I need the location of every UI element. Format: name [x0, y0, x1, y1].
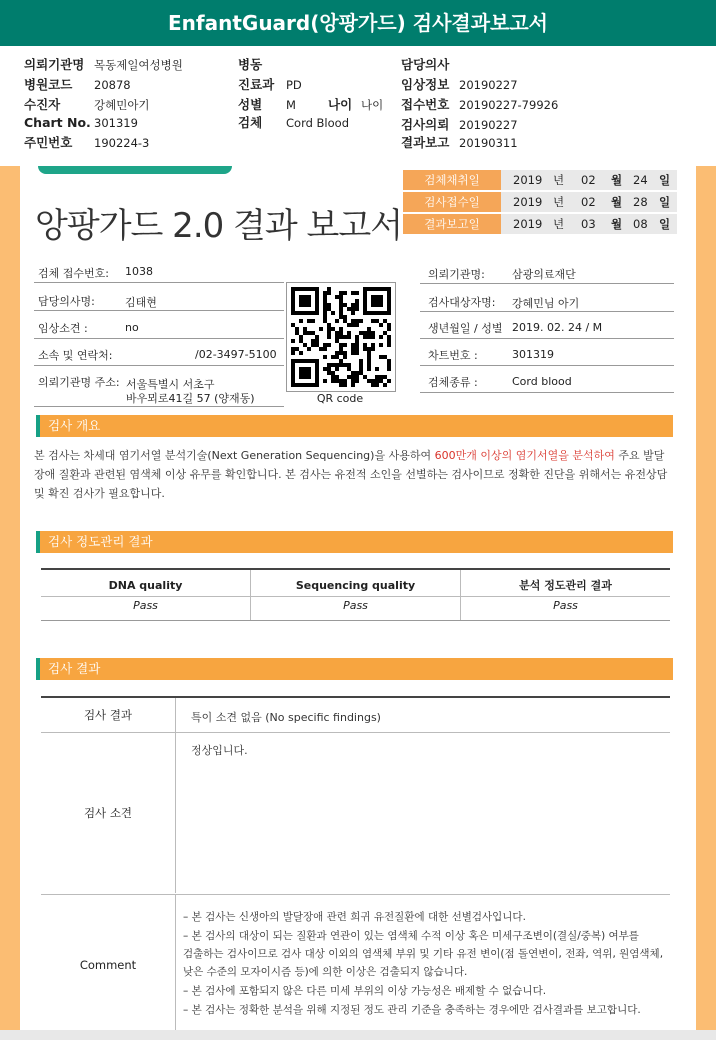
finding-value: 정상입니다.	[191, 744, 248, 757]
comment-line: – 본 검사에 포함되지 않은 다른 미세 부위의 이상 가능성은 배제할 수 없습니다.	[183, 985, 547, 997]
doctor-label: 담당의사명:	[38, 295, 95, 308]
qc-table	[41, 568, 670, 621]
report-image	[0, 166, 716, 1030]
result-value: 특이 소견 없음 (No specific findings)	[191, 711, 381, 724]
result-label: 검사 결과	[41, 698, 176, 732]
contact-label: 소속 및 연락처:	[38, 349, 113, 362]
chart-value: 301319	[512, 348, 554, 361]
clinical-label: 임상소견 :	[38, 322, 88, 335]
address-line2: 바우뫼로41길 57 (양재동)	[126, 392, 255, 405]
birth-value: 2019. 02. 24 / M	[512, 321, 603, 334]
report-title: 앙팡가드 2.0 결과 보고서	[35, 206, 403, 246]
qc-analysis: 분석 정도관리 결과 Pass	[461, 570, 670, 620]
chart-label: 차트번호 :	[428, 349, 478, 362]
comment-line: – 본 검사는 신생아의 발달장애 관련 희귀 유전질환에 대한 선별검사입니다.	[183, 911, 526, 923]
header-clinical-info: 임상정보 20190227	[401, 77, 518, 92]
specimen-no-label: 검체 접수번호:	[38, 267, 109, 280]
comment-line: – 본 검사의 대상이 되는 질환과 연관이 있는 염색체 수적 이상 혹은 미세구조변이(결실/중복) 여부를	[183, 930, 639, 942]
specimen-no: 1038	[125, 265, 153, 278]
document-title: EnfantGuard(앙팡가드) 검사결과보고서	[0, 0, 716, 46]
birth-label: 생년월일 / 성별	[428, 322, 503, 335]
header-doctor: 담당의사	[401, 57, 450, 72]
header-specimen: 검체 Cord Blood	[238, 115, 350, 130]
qc-sequencing: Sequencing quality Pass	[251, 570, 461, 620]
header-hospital-code: 병원코드 20878	[24, 77, 131, 92]
section-results: 검사 결과	[36, 658, 673, 680]
specimen-type-value: Cord blood	[512, 375, 572, 388]
header-patient: 수진자 강혜민아기	[24, 97, 150, 112]
institution-label: 의뢰기관명:	[428, 268, 485, 281]
header-request-date: 검사의뢰 20190227	[401, 117, 518, 132]
header-chart-no: Chart No. 301319	[24, 115, 138, 130]
section-overview: 검사 개요	[36, 415, 673, 437]
header-report-date: 결과보고 20190311	[401, 135, 518, 150]
header-receipt-no: 접수번호 20190227-79926	[401, 97, 559, 112]
institution-value: 삼광의료재단	[512, 268, 576, 281]
finding-label: 검사 소견	[41, 733, 176, 893]
qr-code	[286, 282, 396, 392]
qr-caption: QR code	[316, 392, 364, 405]
report-header	[0, 46, 716, 167]
specimen-type-label: 검체종류 :	[428, 376, 478, 389]
clinical-value: no	[125, 321, 139, 334]
patient-label: 검사대상자명:	[428, 296, 496, 309]
decorative-arc	[38, 166, 232, 174]
qc-dna: DNA quality Pass	[41, 570, 251, 620]
address-label: 의뢰기관명 주소:	[38, 376, 120, 389]
header-resident-no: 주민번호 190224-3	[24, 135, 150, 150]
header-sex: 성별 M	[238, 97, 296, 112]
address-line1: 서울특별시 서초구	[126, 378, 215, 391]
results-table	[41, 696, 670, 1032]
comment-label: Comment	[41, 895, 176, 1035]
header-age: 나이 나이	[328, 97, 384, 112]
doctor-name: 김태현	[125, 296, 157, 309]
comment-line: – 본 검사는 정확한 분석을 위해 지정된 정도 관리 기준을 충족하는 경우에만 검사결과를 보고합니다.	[183, 1004, 641, 1016]
header-ward: 병동	[238, 57, 263, 72]
contact-value: /02-3497-5100	[195, 348, 277, 361]
section-quality-control: 검사 정도관리 결과	[36, 531, 673, 553]
report-paper: 앙팡가드 2.0 결과 보고서 검체채취일 2019 년 02 월 24 일 검사접수일 2019 년 02 월 28 일 결과보고일 2019 년 03 월 08 일 검체 접수번호: 1038 담당의사명: 김태현 임상소견 : no 소속 및 연락처: /02-3497-5100 의뢰기관명 주소: 서울특별시 서초구 바우뫼로41길 57 (양재동) QR code 의뢰기관명: 삼광의료재단 검사대상자명: 강혜민님 아기 생년월일 / 성별 2019. 02. 24 / M 차트번호 : 301319 검체종류 : Cord blood 검사 개요 본 검사는 차세대 염기서열 분석기술(Next Generation Sequencing)을 사용하여 600만개 이상의 염기서열을 분석하여 주요 발달장애 질환과 관련된 염색체 이상 유무를 확인합니다. 본 검사는 유전적 소인을 선별하는 검사이므로 정확한 진단을 위해서는 유전상담 및 확진 검사가 필요합니다. 검사 정도관리 결과 DNA quality Pass Sequencing quality Pass 분석 정도관리 결과 Pass 검사 결과 검사 결과 특이 소견 없음 (No specific findings) 검사 소견 정상입니다. Comment – 본 검사는 신생아의 발달장애 관련 희귀 유전질환에 대한 선별검사입니다. – 본 검사의 대상이 되는 질환과 연관이 있는 염색체 수적 이상 혹은 미세구조변이(결실/중복) 여부를 검출하는 검사이므로 검사 대상 이외의 염색체 부위 및 기타 유전 변이(점 돌연변이, 전좌, 역위, 원염색체, 낮은 수준의 모자이시즘 등)에 의한 이상은 검출되지 않습니다. – 본 검사에 포함되지 않은 다른 미세 부위의 이상 가능성은 배제할 수 없습니다. – 본 검사는 정확한 분석을 위해 지정된 정도 관리 기준을 충족하는 경우에만 검사결과를 보고합니다.	[20, 166, 696, 1030]
header-department: 진료과 PD	[238, 77, 302, 92]
bottom-margin	[0, 1030, 716, 1040]
patient-value: 강혜민님 아기	[512, 297, 580, 310]
comment-line: 낮은 수준의 모자이시즘 등)에 의한 이상은 검출되지 않습니다.	[183, 966, 468, 978]
comment-line: 검출하는 검사이므로 검사 대상 이외의 염색체 부위 및 기타 유전 변이(점 돌연변이, 전좌, 역위, 원염색체,	[183, 948, 664, 960]
overview-text: 본 검사는 차세대 염기서열 분석기술(Next Generation Sequencing)을 사용하여 600만개 이상의 염기서열을 분석하여 주요 발달장애 질환과 관련된 염색체 이상 유무를 확인합니다. 본 검사는 유전적 소인을 선별하는 검사이므로 정확한 진단을 위해서는 유전상담 및 확진 검사가 필요합니다.	[34, 449, 668, 500]
header-institution: 의뢰기관명 목동제일여성병원	[24, 57, 183, 72]
